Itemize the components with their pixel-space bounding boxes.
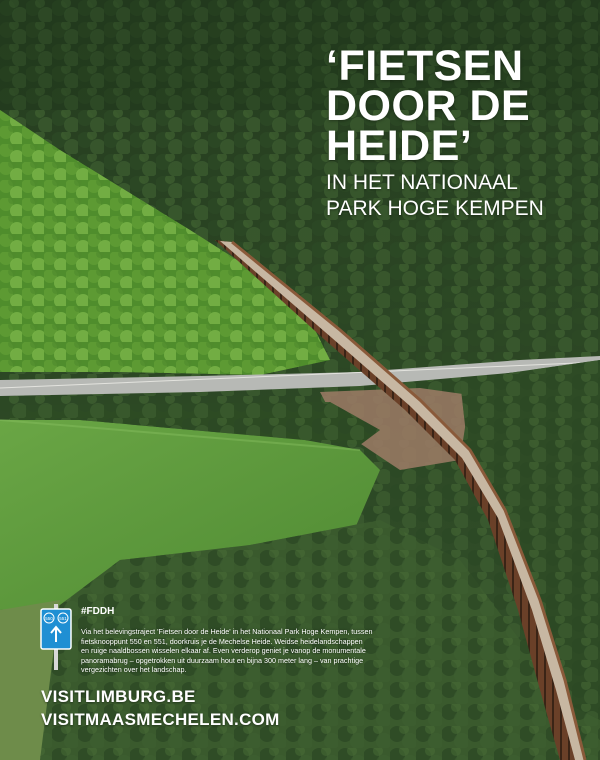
description-line: en ruige naaldbossen wisselen elkaar af. Even verderop geniet je vanop de monumentale bbox=[81, 646, 366, 655]
headline-block bbox=[326, 42, 544, 222]
description-line: vergezichten over het landschap. bbox=[81, 665, 187, 674]
website-links bbox=[41, 685, 280, 731]
bicycle-route-sign-icon bbox=[40, 604, 72, 670]
svg-text:550: 550 bbox=[45, 616, 53, 621]
headline-title-line-1: ‘FIETSEN bbox=[326, 42, 524, 90]
description-line: Via het belevingstraject 'Fietsen door de Heide' in het Nationaal Park Hoge Kempen, tussen bbox=[81, 627, 373, 636]
headline-title-line-2: DOOR DE bbox=[326, 82, 531, 130]
headline-subtitle bbox=[326, 170, 544, 222]
visitlimburg-link[interactable]: VISITLIMBURG.BE bbox=[41, 687, 196, 706]
description-line: panoramabrug – opgetrokken uit duurzaam hout en bijna 300 meter lang – van prachtige bbox=[81, 655, 364, 665]
headline-subtitle-line-2: PARK HOGE KEMPEN bbox=[326, 197, 544, 220]
headline-title-line-3: HEIDE’ bbox=[326, 122, 473, 170]
svg-text:551: 551 bbox=[59, 616, 67, 621]
hashtag-label: #FDDH bbox=[81, 606, 115, 617]
description-line: fietsknooppunt 550 en 551, doorkruis je de Mechelse Heide. Weidse heidelandschappen bbox=[81, 636, 363, 646]
visitmaasmechelen-link[interactable]: VISITMAASMECHELEN.COM bbox=[41, 710, 280, 729]
description-paragraph bbox=[81, 627, 401, 675]
headline-subtitle-line-1: IN HET NATIONAAL bbox=[326, 171, 518, 194]
